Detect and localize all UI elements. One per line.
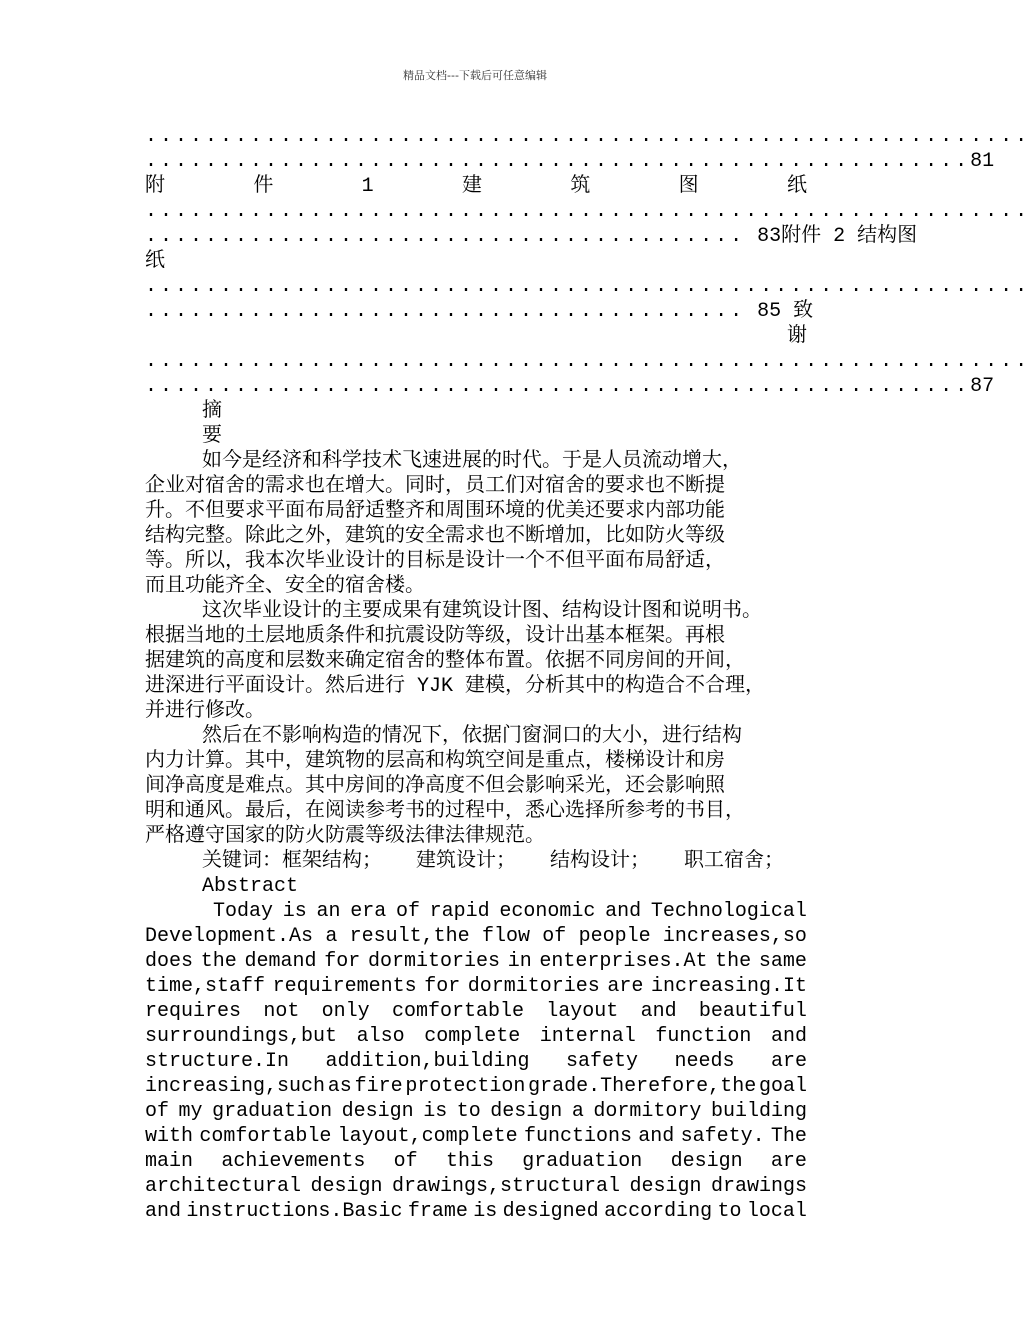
paragraph-line: [145, 1074, 807, 1099]
paragraph-line: 根据当地的土层地质条件和抗震设防等级，设计出基本框架。再根: [145, 625, 725, 648]
paragraph-line: 据建筑的高度和层数来确定宿舍的整体布置。依据不同房间的开间，: [145, 650, 745, 673]
word: local: [746, 1200, 807, 1223]
word: graduation: [522, 1150, 643, 1173]
keywords-line: [145, 849, 807, 874]
paragraph-line: 进深进行平面设计。然后进行 YJK 建模，分析其中的构造合不合理，: [145, 675, 766, 698]
word: same: [758, 950, 807, 973]
word: are: [607, 975, 644, 998]
word: also: [356, 1025, 405, 1048]
word: main: [145, 1150, 194, 1173]
word: Technological: [650, 900, 807, 923]
paragraph-line: 内力计算。其中，建筑物的层高和构筑空间是重点，楼梯设计和房: [145, 750, 725, 773]
word: goal: [758, 1075, 807, 1098]
toc-dots: ........................................: [145, 300, 746, 323]
word: dormitories: [367, 950, 500, 973]
word: design: [629, 1175, 702, 1198]
toc-entry-2-label: [145, 174, 807, 199]
paragraph-line: [145, 1024, 807, 1049]
word: dormitories: [467, 975, 600, 998]
word: are: [770, 1150, 807, 1173]
paragraph-line: [145, 1099, 807, 1124]
word: according: [604, 1200, 713, 1223]
word: this: [445, 1150, 494, 1173]
word: internal: [539, 1025, 636, 1048]
word: functions: [523, 1125, 632, 1148]
word: the: [715, 950, 752, 973]
toc-entry-2-page: [145, 224, 918, 249]
toc-dotline: [145, 124, 1030, 149]
word: Today: [213, 900, 274, 923]
paragraph-line: [145, 924, 807, 949]
word: in: [507, 950, 532, 973]
word: increases,so: [662, 925, 807, 948]
toc-entry-3-page: [145, 299, 814, 324]
word: and: [640, 1000, 677, 1023]
word: requires: [145, 1000, 242, 1023]
toc-page-number: 87: [970, 375, 995, 398]
toc-entry-label-char: 图: [678, 175, 699, 198]
paragraph-line: 严格遵守国家的防火防震等级法律法律规范。: [145, 825, 545, 848]
word: only: [321, 1000, 370, 1023]
word: are: [770, 1050, 807, 1073]
abstract-en-body: [145, 899, 807, 1224]
word: dormitory: [593, 1100, 702, 1123]
page-header: 精品文档---下载后可任意编辑: [403, 69, 547, 82]
toc-dots: .......................................................: [145, 375, 971, 398]
paragraph-line: 这次毕业设计的主要成果有建筑设计图、结构设计图和说明书。: [202, 600, 762, 623]
keyword: 职工宿舍；: [684, 850, 785, 873]
paragraph-line: 间净高度是难点。其中房间的净高度不但会影响采光，还会影响照: [145, 775, 725, 798]
word: architectural: [145, 1175, 302, 1198]
word: time,staff: [145, 975, 266, 998]
paragraph-line: [145, 1174, 807, 1199]
word: flow: [481, 925, 530, 948]
paragraph-line: 企业对宿舍的需求也在增大。同时，员工们对宿舍的要求也不断提: [145, 475, 725, 498]
toc-entry-label-char: 件: [253, 175, 274, 198]
word: increasing,such: [145, 1075, 326, 1098]
word: the: [200, 950, 237, 973]
word: designed: [502, 1200, 599, 1223]
word: of: [145, 1100, 170, 1123]
toc-dots: ........................................: [145, 225, 746, 248]
word: structure.In: [145, 1050, 290, 1073]
toc-dots: ...........................................................: [145, 350, 1030, 373]
word: result,the: [349, 925, 470, 948]
paragraph-line: [145, 1124, 807, 1149]
word: design: [670, 1150, 743, 1173]
word: addition,building: [325, 1050, 530, 1073]
document-body: [145, 124, 1030, 1224]
abstract-en-heading: Abstract: [202, 875, 299, 898]
paragraph-line: 升。不但要求平面布局舒适整齐和周围环境的优美还要求内部功能: [145, 500, 725, 523]
word: surroundings,but: [145, 1025, 338, 1048]
toc-entry-1: [145, 149, 995, 174]
paragraph-line: 明和通风。最后，在阅读参考书的过程中，悉心选择所参考的书目，: [145, 800, 745, 823]
word: is: [282, 900, 307, 923]
word: safety.: [680, 1125, 765, 1148]
word: grade.Therefore,the: [528, 1075, 757, 1098]
paragraph-line: [145, 999, 807, 1024]
word: a: [571, 1100, 584, 1123]
word: function: [655, 1025, 752, 1048]
word: my: [178, 1100, 203, 1123]
paragraph-line: 结构完整。除此之外，建筑的安全需求也不断增加，比如防火等级: [145, 525, 725, 548]
paragraph-line: 而且功能齐全、安全的宿舍楼。: [145, 575, 425, 598]
word: enterprises.At: [539, 950, 708, 973]
keywords-label: 关键词：框架结构；: [202, 850, 382, 873]
word: comfortable: [391, 1000, 524, 1023]
word: frame: [407, 1200, 468, 1223]
toc-dots: ...........................................................: [145, 125, 1030, 148]
toc-page-number: 83: [757, 225, 782, 248]
toc-entry-label-char: 筑: [570, 175, 591, 198]
toc-page-number: 81: [970, 150, 995, 173]
word: achievements: [221, 1150, 366, 1173]
word: layout,complete: [337, 1125, 518, 1148]
word: to: [456, 1100, 481, 1123]
word: layout: [546, 1000, 619, 1023]
toc-dots: ...........................................................: [145, 200, 1030, 223]
word: design: [310, 1175, 383, 1198]
word: is: [423, 1100, 448, 1123]
toc-dotline: [145, 349, 1030, 374]
toc-entry-label: 附件 2 结构图: [781, 225, 918, 248]
paragraph-line: [145, 1149, 807, 1174]
toc-entry-label-char: 建: [462, 175, 482, 198]
word: The: [770, 1125, 807, 1148]
toc-entry-4-tail: 谢: [787, 325, 807, 348]
word: rapid: [429, 900, 490, 923]
toc-dotline: [145, 199, 1030, 224]
word: and: [145, 1200, 182, 1223]
abstract-paragraph-3: [145, 724, 807, 849]
abstract-paragraph-2: [145, 599, 807, 724]
word: does: [145, 950, 194, 973]
word: Development.As: [145, 925, 314, 948]
word: requirements: [272, 975, 417, 998]
word: is: [473, 1200, 498, 1223]
word: graduation: [212, 1100, 333, 1123]
word: for: [424, 975, 461, 998]
toc-entry-label-char: 1: [361, 175, 374, 198]
word: not: [263, 1000, 300, 1023]
word: and: [638, 1125, 675, 1148]
toc-dots: .......................................................: [145, 150, 971, 173]
keyword: 建筑设计；: [416, 850, 517, 873]
word: needs: [674, 1050, 735, 1073]
word: protection: [405, 1075, 526, 1098]
word: safety: [566, 1050, 639, 1073]
word: drawings,structural: [391, 1175, 621, 1198]
word: design: [490, 1100, 563, 1123]
toc-entry-label-char: 纸: [786, 175, 807, 198]
word: drawings: [710, 1175, 807, 1198]
abstract-heading-char: 摘: [202, 400, 222, 423]
abstract-heading-char: 要: [202, 425, 222, 448]
word: of: [395, 900, 420, 923]
toc-entry-label-char: 附: [145, 175, 165, 198]
keyword: 结构设计；: [550, 850, 651, 873]
paragraph-line: 并进行修改。: [145, 700, 265, 723]
paragraph-line: [145, 1049, 807, 1074]
toc-dots: ...........................................................: [145, 275, 1030, 298]
paragraph-line: [145, 949, 807, 974]
paragraph-line: [145, 974, 807, 999]
word: design: [341, 1100, 414, 1123]
word: for: [324, 950, 361, 973]
paragraph-line: 等。所以，我本次毕业设计的目标是设计一个不但平面布局舒适，: [145, 550, 725, 573]
toc-entry-label: 致: [793, 300, 814, 323]
paragraph-line: [145, 899, 807, 924]
word: and: [770, 1025, 807, 1048]
word: with: [145, 1125, 194, 1148]
word: and: [605, 900, 642, 923]
paragraph-line: 然后在不影响构造的情况下，依据门窗洞口的大小，进行结构: [202, 725, 742, 748]
word: an: [316, 900, 341, 923]
word: instructions.Basic: [186, 1200, 403, 1223]
paragraph-line: [145, 1199, 807, 1224]
word: complete: [424, 1025, 521, 1048]
word: people: [578, 925, 651, 948]
word: increasing.It: [650, 975, 807, 998]
toc-entry-4-page: [145, 374, 995, 399]
word: economic: [499, 900, 596, 923]
abstract-paragraph-1: [145, 449, 807, 599]
paragraph-line: 如今是经济和科学技术飞速进展的时代。于是人员流动增大，: [202, 450, 742, 473]
word: comfortable: [199, 1125, 332, 1148]
toc-page-number: 85: [757, 300, 782, 323]
toc-dotline: [145, 274, 1030, 299]
word: building: [710, 1100, 807, 1123]
word: a: [325, 925, 338, 948]
toc-entry-3-tail: 纸: [145, 250, 165, 273]
word: of: [393, 1150, 418, 1173]
word: demand: [244, 950, 317, 973]
word: era: [350, 900, 387, 923]
word: as: [327, 1075, 352, 1098]
word: of: [542, 925, 567, 948]
word: beautiful: [698, 1000, 807, 1023]
word: fire: [354, 1075, 403, 1098]
word: to: [717, 1200, 742, 1223]
